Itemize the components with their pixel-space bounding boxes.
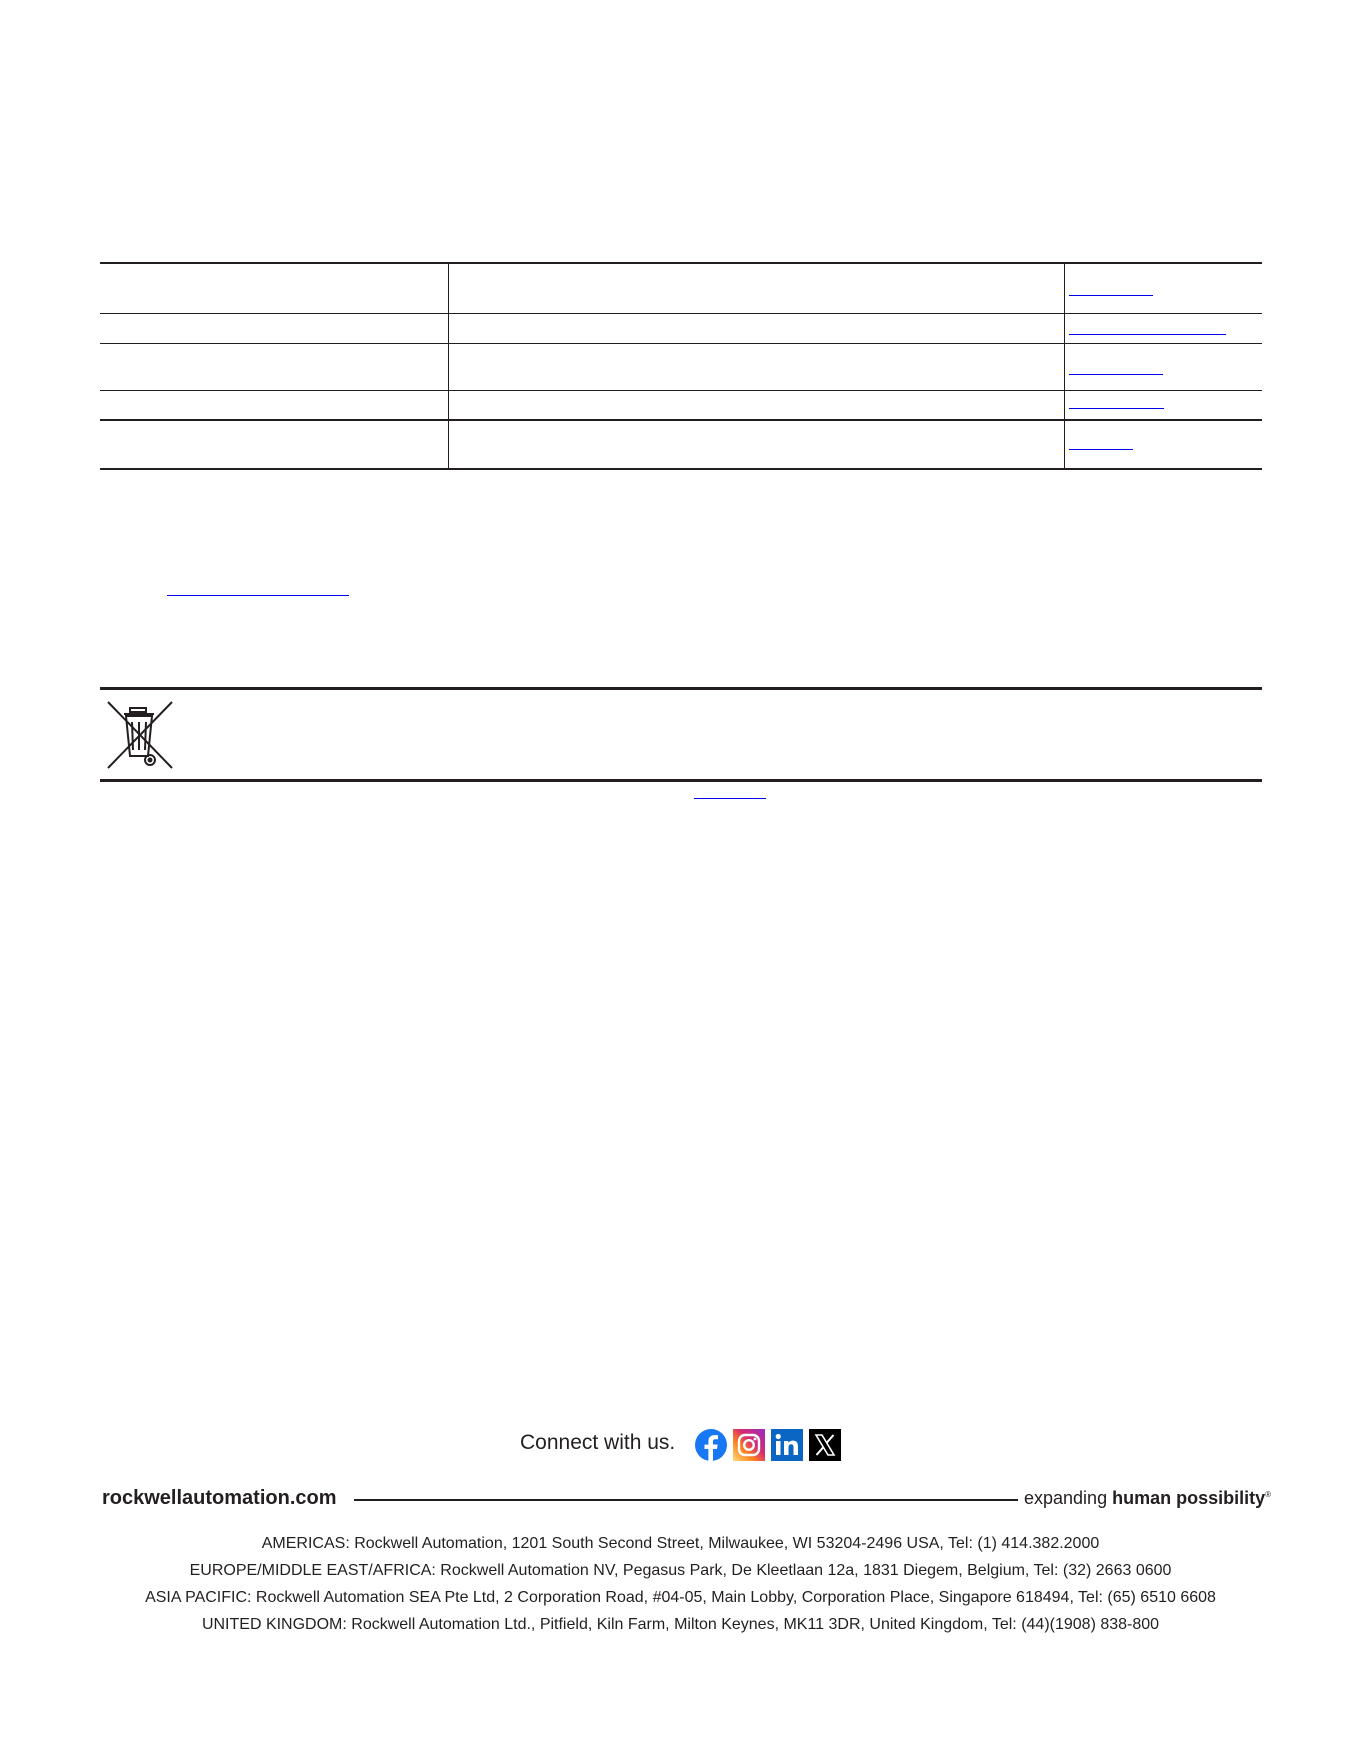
link-underline[interactable] <box>1069 334 1226 335</box>
weee-notice <box>100 687 1262 782</box>
link-underline[interactable] <box>1069 374 1163 375</box>
table-cell <box>100 391 449 419</box>
table-cell-link[interactable] <box>1064 391 1262 419</box>
table-cell <box>448 264 1065 313</box>
table-row <box>100 421 1262 470</box>
table-cell <box>448 314 1065 343</box>
x-icon[interactable] <box>809 1429 841 1461</box>
resource-table <box>100 262 1262 470</box>
address-emea: EUROPE/MIDDLE EAST/AFRICA: Rockwell Automation NV, Pegasus Park, De Kleetlaan 12a, 1831 Diegem, Belgium, Tel: (32) 2663 0600 <box>189 1562 1172 1579</box>
facebook-icon[interactable] <box>695 1429 727 1461</box>
instagram-icon[interactable] <box>733 1429 765 1461</box>
table-cell-link[interactable] <box>1064 264 1262 313</box>
tagline <box>1024 1488 1271 1509</box>
table-cell <box>448 391 1065 419</box>
table-row <box>100 344 1262 391</box>
website-link[interactable]: rockwellautomation.com <box>102 1487 337 1509</box>
table-cell-link[interactable] <box>1064 344 1262 390</box>
table-cell <box>448 344 1065 390</box>
link-underline[interactable] <box>1069 449 1133 450</box>
table-row <box>100 264 1262 314</box>
table-row <box>100 314 1262 344</box>
table-cell <box>100 344 449 390</box>
footer-rule <box>354 1499 1018 1501</box>
address-asia-pacific: ASIA PACIFIC: Rockwell Automation SEA Pte Ltd, 2 Corporation Road, #04-05, Main Lobby, Corporation Place, Singapore 618494, Tel: (65) 6510 6608 <box>145 1589 1216 1606</box>
link-underline[interactable] <box>1069 408 1164 409</box>
table-cell-link[interactable] <box>1064 314 1262 343</box>
connect-label: Connect with us. <box>520 1431 676 1454</box>
tagline-prefix: expanding <box>1024 1488 1113 1508</box>
feedback-link[interactable] <box>167 595 349 596</box>
address-uk: UNITED KINGDOM: Rockwell Automation Ltd., Pitfield, Kiln Farm, Milton Keynes, MK11 3DR, United Kingdom, Tel: (44)(1908) 838-800 <box>201 1616 1160 1633</box>
linkedin-icon[interactable] <box>771 1429 803 1461</box>
table-row <box>100 391 1262 421</box>
table-cell <box>100 264 449 313</box>
tagline-bold: human possibility <box>1112 1488 1266 1508</box>
address-americas: AMERICAS: Rockwell Automation, 1201 South Second Street, Milwaukee, WI 53204-2496 USA, Tel: (1) 414.382.2000 <box>261 1535 1100 1552</box>
table-cell <box>100 421 449 468</box>
registered-mark: ® <box>1265 1490 1272 1499</box>
table-cell <box>448 421 1065 468</box>
crossed-bin-icon <box>106 700 174 770</box>
pec-link[interactable] <box>694 798 766 799</box>
table-cell <box>100 314 449 343</box>
link-underline[interactable] <box>1069 295 1153 296</box>
table-cell-link[interactable] <box>1064 421 1262 468</box>
